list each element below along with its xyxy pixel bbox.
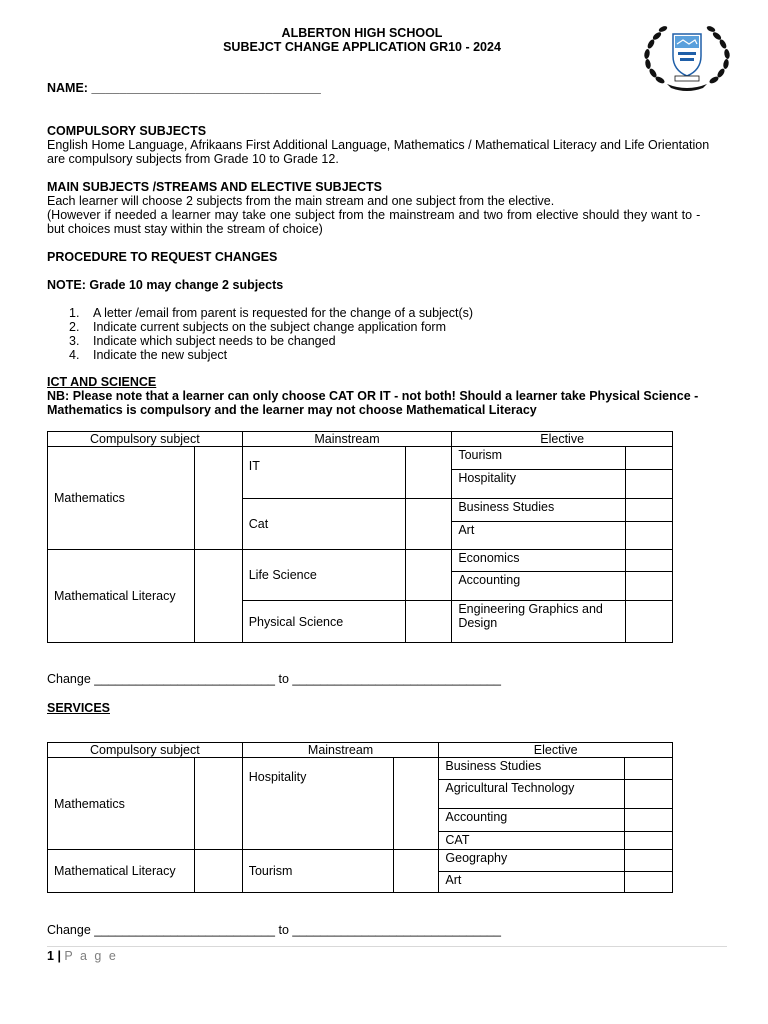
page-footer — [47, 949, 118, 963]
checkbox-cell[interactable] — [194, 550, 242, 643]
col-header-mainstream: Mainstream — [242, 432, 452, 447]
form-title: SUBEJCT CHANGE APPLICATION GR10 - 2024 — [223, 40, 501, 54]
mainstream-cell: Life Science — [242, 550, 406, 601]
col-header-mainstream: Mainstream — [242, 743, 439, 758]
step-text: A letter /email from parent is requested for the change of a subject(s) — [93, 306, 474, 320]
checkbox-cell[interactable] — [406, 499, 452, 550]
ict-subject-table — [47, 431, 673, 643]
checkbox-cell[interactable] — [194, 850, 242, 893]
table-row — [48, 758, 673, 780]
main-subjects-line1: Each learner will choose 2 subjects from the main stream and one subject from the elective. — [47, 194, 555, 208]
main-subjects-heading: MAIN SUBJECTS /STREAMS AND ELECTIVE SUBJECTS — [47, 180, 382, 194]
compulsory-text-line1: English Home Language, Afrikaans First Additional Language, Mathematics / Mathematical Literacy and Life Orientation — [47, 138, 710, 152]
footer-separator: | — [57, 949, 61, 963]
step-text: Indicate current subjects on the subject change application form — [93, 320, 446, 334]
checkbox-cell[interactable] — [626, 572, 673, 601]
table-row — [48, 850, 673, 872]
checkbox-cell[interactable] — [626, 499, 673, 522]
checkbox-cell[interactable] — [626, 470, 673, 499]
step-text: Indicate which subject needs to be changed — [93, 334, 336, 348]
elective-cell: Art — [439, 872, 625, 893]
table-row — [48, 550, 673, 572]
document-header — [47, 26, 677, 54]
checkbox-cell[interactable] — [626, 447, 673, 470]
checkbox-cell[interactable] — [406, 601, 452, 643]
ict-change-line[interactable]: Change __________________________ to ______________________________ — [47, 672, 501, 686]
procedure-steps-list — [47, 306, 473, 362]
services-subject-table — [47, 742, 673, 893]
mainstream-cell: Hospitality — [242, 758, 394, 850]
elective-cell: Hospitality — [452, 470, 626, 499]
checkbox-cell[interactable] — [625, 832, 673, 850]
main-subjects-line2: (However if needed a learner may take one subject from the mainstream and two from elective should they want to - — [47, 208, 701, 222]
checkbox-cell[interactable] — [406, 447, 452, 499]
compulsory-cell: Mathematical Literacy — [48, 550, 195, 643]
mainstream-cell: IT — [242, 447, 406, 499]
page-number: 1 — [47, 949, 54, 963]
step-number: 1. — [69, 306, 80, 320]
compulsory-text-line2: are compulsory subjects from Grade 10 to Grade 12. — [47, 152, 339, 166]
list-item — [47, 348, 473, 362]
list-item — [47, 334, 473, 348]
elective-cell: Engineering Graphics and Design — [452, 601, 626, 643]
mainstream-cell: Tourism — [242, 850, 394, 893]
list-item — [47, 306, 473, 320]
main-subjects-line3: but choices must stay within the stream of choice) — [47, 222, 323, 236]
step-number: 2. — [69, 320, 80, 334]
checkbox-cell[interactable] — [625, 850, 673, 872]
checkbox-cell[interactable] — [625, 780, 673, 809]
elective-cell: Geography — [439, 850, 625, 872]
mainstream-cell: Cat — [242, 499, 406, 550]
step-number: 4. — [69, 348, 80, 362]
compulsory-cell: Mathematics — [48, 447, 195, 550]
checkbox-cell[interactable] — [626, 522, 673, 550]
checkbox-cell[interactable] — [394, 758, 439, 850]
school-name: ALBERTON HIGH SCHOOL — [281, 26, 443, 40]
elective-cell: Economics — [452, 550, 626, 572]
step-text: Indicate the new subject — [93, 348, 228, 362]
col-header-elective: Elective — [439, 743, 673, 758]
elective-cell: Agricultural Technology — [439, 780, 625, 809]
table-row — [48, 447, 673, 470]
procedure-heading: PROCEDURE TO REQUEST CHANGES — [47, 250, 278, 264]
col-header-elective: Elective — [452, 432, 673, 447]
checkbox-cell[interactable] — [625, 809, 673, 832]
mainstream-cell: Physical Science — [242, 601, 406, 643]
checkbox-cell[interactable] — [626, 601, 673, 643]
elective-cell: Accounting — [452, 572, 626, 601]
checkbox-cell[interactable] — [194, 758, 242, 850]
checkbox-cell[interactable] — [406, 550, 452, 601]
services-change-line[interactable]: Change __________________________ to ______________________________ — [47, 923, 501, 937]
elective-cell: Business Studies — [452, 499, 626, 522]
ict-nb-line1: NB: Please note that a learner can only choose CAT OR IT - not both! Should a learner take Physical Science - — [47, 389, 699, 403]
footer-divider — [47, 946, 727, 947]
list-item — [47, 320, 473, 334]
elective-cell: CAT — [439, 832, 625, 850]
compulsory-cell: Mathematical Literacy — [48, 850, 195, 893]
checkbox-cell[interactable] — [194, 447, 242, 550]
elective-cell: Business Studies — [439, 758, 625, 780]
procedure-note: NOTE: Grade 10 may change 2 subjects — [47, 278, 284, 292]
name-field-label[interactable]: NAME: _________________________________ — [47, 81, 321, 95]
ict-heading: ICT AND SCIENCE — [47, 375, 157, 389]
elective-cell: Accounting — [439, 809, 625, 832]
step-number: 3. — [69, 334, 80, 348]
elective-cell: Tourism — [452, 447, 626, 470]
table-header-row — [48, 432, 673, 447]
checkbox-cell[interactable] — [626, 550, 673, 572]
checkbox-cell[interactable] — [625, 872, 673, 893]
table-header-row — [48, 743, 673, 758]
page-word: P a g e — [64, 949, 118, 963]
ict-nb-line2: Mathematics is compulsory and the learner may not choose Mathematical Literacy — [47, 403, 537, 417]
compulsory-heading: COMPULSORY SUBJECTS — [47, 124, 207, 138]
checkbox-cell[interactable] — [394, 850, 439, 893]
col-header-compulsory: Compulsory subject — [48, 432, 243, 447]
services-heading: SERVICES — [47, 701, 110, 715]
compulsory-cell: Mathematics — [48, 758, 195, 850]
elective-cell: Art — [452, 522, 626, 550]
school-crest-logo — [637, 14, 737, 94]
col-header-compulsory: Compulsory subject — [48, 743, 243, 758]
checkbox-cell[interactable] — [625, 758, 673, 780]
